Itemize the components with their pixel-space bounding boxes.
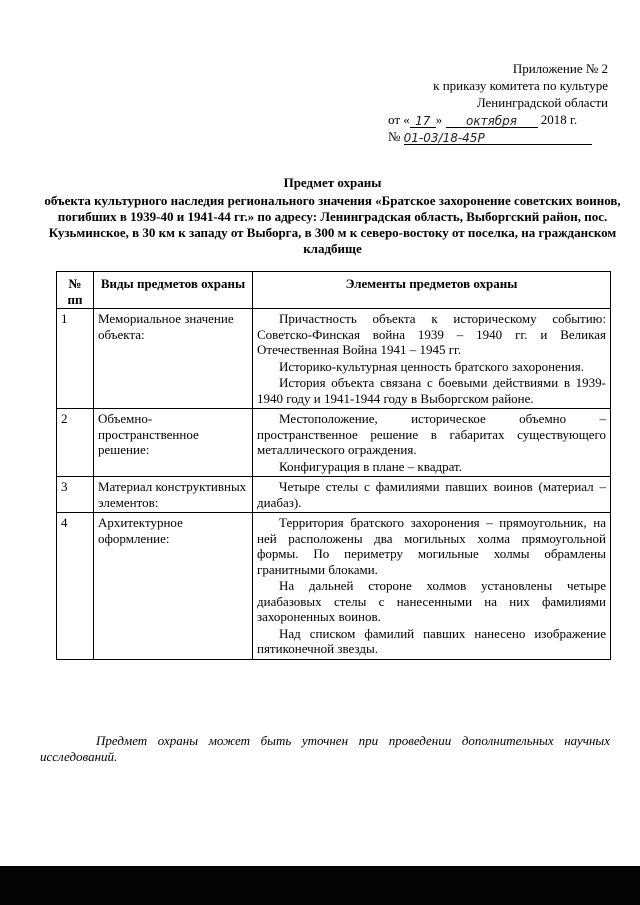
annex-number-line [388, 128, 608, 145]
number-prefix: № [388, 129, 401, 144]
header-kind: Виды предметов охраны [94, 272, 253, 309]
element-paragraph: Над списком фамилий павших нанесено изображение пятиконечной звезды. [257, 625, 606, 656]
row-number: 2 [57, 409, 94, 477]
header-number: № пп [57, 272, 94, 309]
element-paragraph: Конфигурация в плане – квадрат. [279, 458, 462, 474]
row-elements [253, 513, 611, 660]
annex-block [388, 60, 608, 145]
row-kind: Архитектурное оформление: [94, 513, 253, 660]
element-paragraph: На дальней стороне холмов установлены четыре диабазовых стелы с нанесенными на них фамилиями захороненных воинов. [257, 578, 606, 624]
date-mid: » [435, 112, 443, 127]
annex-date-line [388, 111, 608, 128]
row-elements [253, 409, 611, 477]
title-subtitle: объекта культурного наследия регионального значения «Братское захоронение советских воинов, погибших в 1939-40 и 1941-44 гг.» по адресу: Ленинградская область, Выборгский район, пос. Кузьминское, в 30 км к западу от Выборга, в 300 м к северо-востоку от поселка, на гражданском кладбище [44, 193, 621, 256]
title-heading: Предмет охраны [283, 175, 382, 190]
annex-title: Приложение № 2 [512, 61, 608, 76]
table-header-row [57, 272, 611, 309]
element-paragraph: Местоположение, историческое объемно – пространственное решение в габаритах существующего металлического ограждения. [257, 411, 606, 457]
annex-region-line: Ленинградской области [476, 95, 608, 110]
row-number: 3 [57, 477, 94, 513]
row-number: 4 [57, 513, 94, 660]
row-elements [253, 477, 611, 513]
element-paragraph: Четыре стелы с фамилиями павших воинов (материал – диабаз). [257, 479, 606, 510]
table-row [57, 309, 611, 409]
table-row [57, 477, 611, 513]
row-kind: Объемно-пространственное решение: [94, 409, 253, 477]
element-paragraph: Историко-культурная ценность братского захоронения. [279, 358, 585, 374]
table-row [57, 409, 611, 477]
row-kind: Мемориальное значение объекта: [94, 309, 253, 409]
date-year: 2018 г. [540, 112, 578, 127]
row-number: 1 [57, 309, 94, 409]
scan-border [0, 866, 640, 905]
date-day-handwritten: 17 [410, 113, 436, 128]
element-paragraph: Причастность объекта к историческому событию: Советско-Финская война 1939 – 1940 гг. и Великая Отечественная Война 1941 – 1945 гг. [257, 311, 606, 357]
document-title [40, 175, 625, 257]
row-kind: Материал конструктивных элементов: [94, 477, 253, 513]
date-prefix: от « [388, 112, 410, 127]
footnote: Предмет охраны может быть уточнен при проведении дополнительных научных исследований. [40, 733, 610, 764]
row-elements [253, 309, 611, 409]
protection-table [56, 271, 611, 660]
table-row [57, 513, 611, 660]
header-elements: Элементы предметов охраны [253, 272, 611, 309]
date-month-handwritten: октября [446, 113, 538, 128]
element-paragraph: История объекта связана с боевыми действиями в 1939-1940 году и 1941-1944 году в Выборгском районе. [257, 375, 606, 406]
number-handwritten: 01-03/18-45Р [404, 130, 592, 145]
element-paragraph: Территория братского захоронения – прямоугольник, на ней расположены два могильных холма прямоугольной формы. По периметру могильные холмы обрамлены гранитными блоками. [257, 515, 606, 577]
annex-order-line: к приказу комитета по культуре [433, 78, 608, 93]
